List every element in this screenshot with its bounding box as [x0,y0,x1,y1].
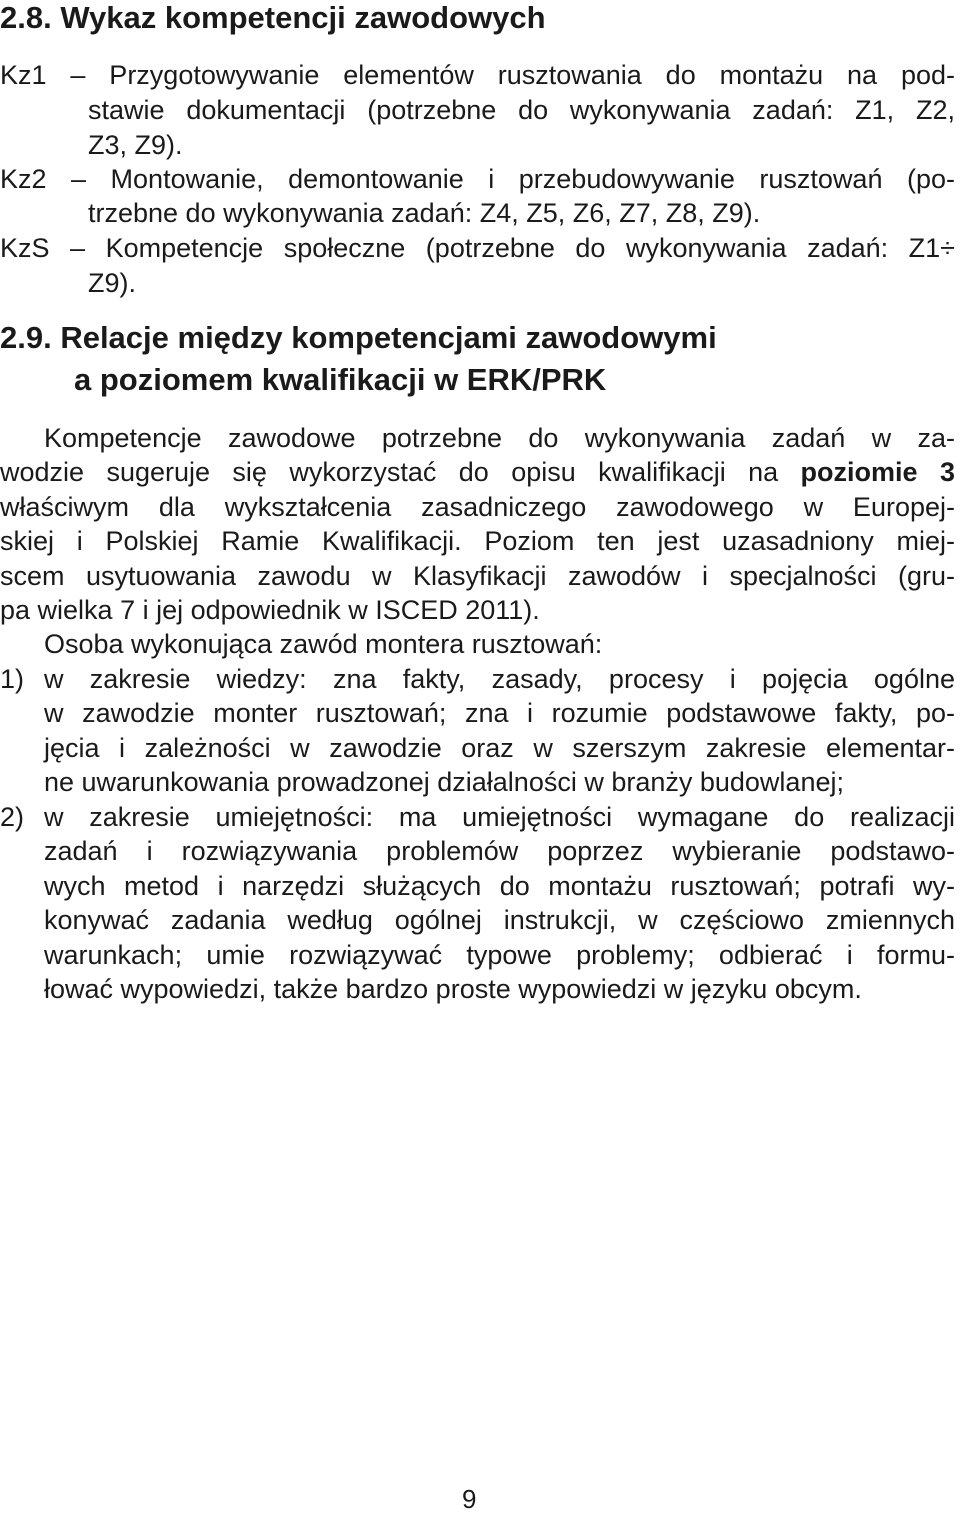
list-item-1-line-4: ne uwarunkowania prowadzonej działalności w branży budowlanej; [44,767,844,797]
paragraph-line-2 [0,455,955,489]
competency-kzs-line-1: KzS – Kompetencje społeczne (potrzebne do wykonywania zadań: Z1÷ [0,233,955,263]
qualification-level-emphasis: poziomie 3 [800,457,955,487]
list-item-2-line-1: w zakresie umiejętności: ma umiejętności wymagane do realizacji [44,802,955,832]
competency-kz2-line-2: trzebne do wykonywania zadań: Z4, Z5, Z6, Z7, Z8, Z9). [88,198,761,228]
paragraph-line-4: skiej i Polskiej Ramie Kwalifikacji. Poziom ten jest uzasadniony miej- [0,526,955,556]
competency-kz1-line-3: Z3, Z9). [88,130,183,160]
list-item-2-line-5: warunkach; umie rozwiązywać typowe problemy; odbierać i formu- [44,940,955,970]
paragraph-line-5: scem usytuowania zawodu w Klasyfikacji zawodów i specjalności (gru- [0,561,955,591]
list-item-2-line-2: zadań i rozwiązywania problemów poprzez wybieranie podstawo- [44,836,955,866]
list-item-number: 1) [0,664,25,694]
paragraph-line-1: Kompetencje zawodowe potrzebne do wykonywania zadań w za- [44,423,955,453]
paragraph-line-3: właściwym dla wykształcenia zasadniczego zawodowego w Europej- [0,492,955,522]
competency-kz2-line-1: Kz2 – Montowanie, demontowanie i przebudowywanie rusztowań (po- [0,164,955,194]
list-item-2-line-6: łować wypowiedzi, także bardzo proste wypowiedzi w języku obcym. [44,974,862,1004]
section-heading-2-9: 2.9. Relacje między kompetencjami zawodowymi [0,320,717,355]
page-number: 9 [462,1484,477,1514]
list-item-2-line-4: konywać zadania według ogólnej instrukcji, w częściowo zmiennych [44,905,955,935]
section-heading-2-9-continued: a poziomem kwalifikacji w ERK/PRK [74,362,607,397]
paragraph-line-6: pa wielka 7 i jej odpowiednik w ISCED 2011). [0,595,540,625]
competency-kz1-line-1: Kz1 – Przygotowywanie elementów rusztowania do montażu na pod- [0,60,955,90]
list-item-number: 2) [0,802,25,832]
section-heading-2-8: 2.8. Wykaz kompetencji zawodowych [0,0,546,35]
competency-kzs-line-2: Z9). [88,268,137,298]
competency-kz1-line-2: stawie dokumentacji (potrzebne do wykonywania zadań: Z1, Z2, [88,95,955,125]
list-item-1-line-2: w zawodzie monter rusztowań; zna i rozumie podstawowe fakty, po- [44,698,955,728]
occupation-intro: Osoba wykonująca zawód montera rusztowań: [44,629,603,659]
list-item-2-line-3: wych metod i narzędzi służących do montażu rusztowań; potrafi wy- [44,871,955,901]
list-item-1-line-3: jęcia i zależności w zawodzie oraz w szerszym zakresie elementar- [44,733,955,763]
paragraph-line-2-text: wodzie sugeruje się wykorzystać do opisu kwalifikacji na [0,457,779,487]
list-item-1-line-1: w zakresie wiedzy: zna fakty, zasady, procesy i pojęcia ogólne [44,664,955,694]
